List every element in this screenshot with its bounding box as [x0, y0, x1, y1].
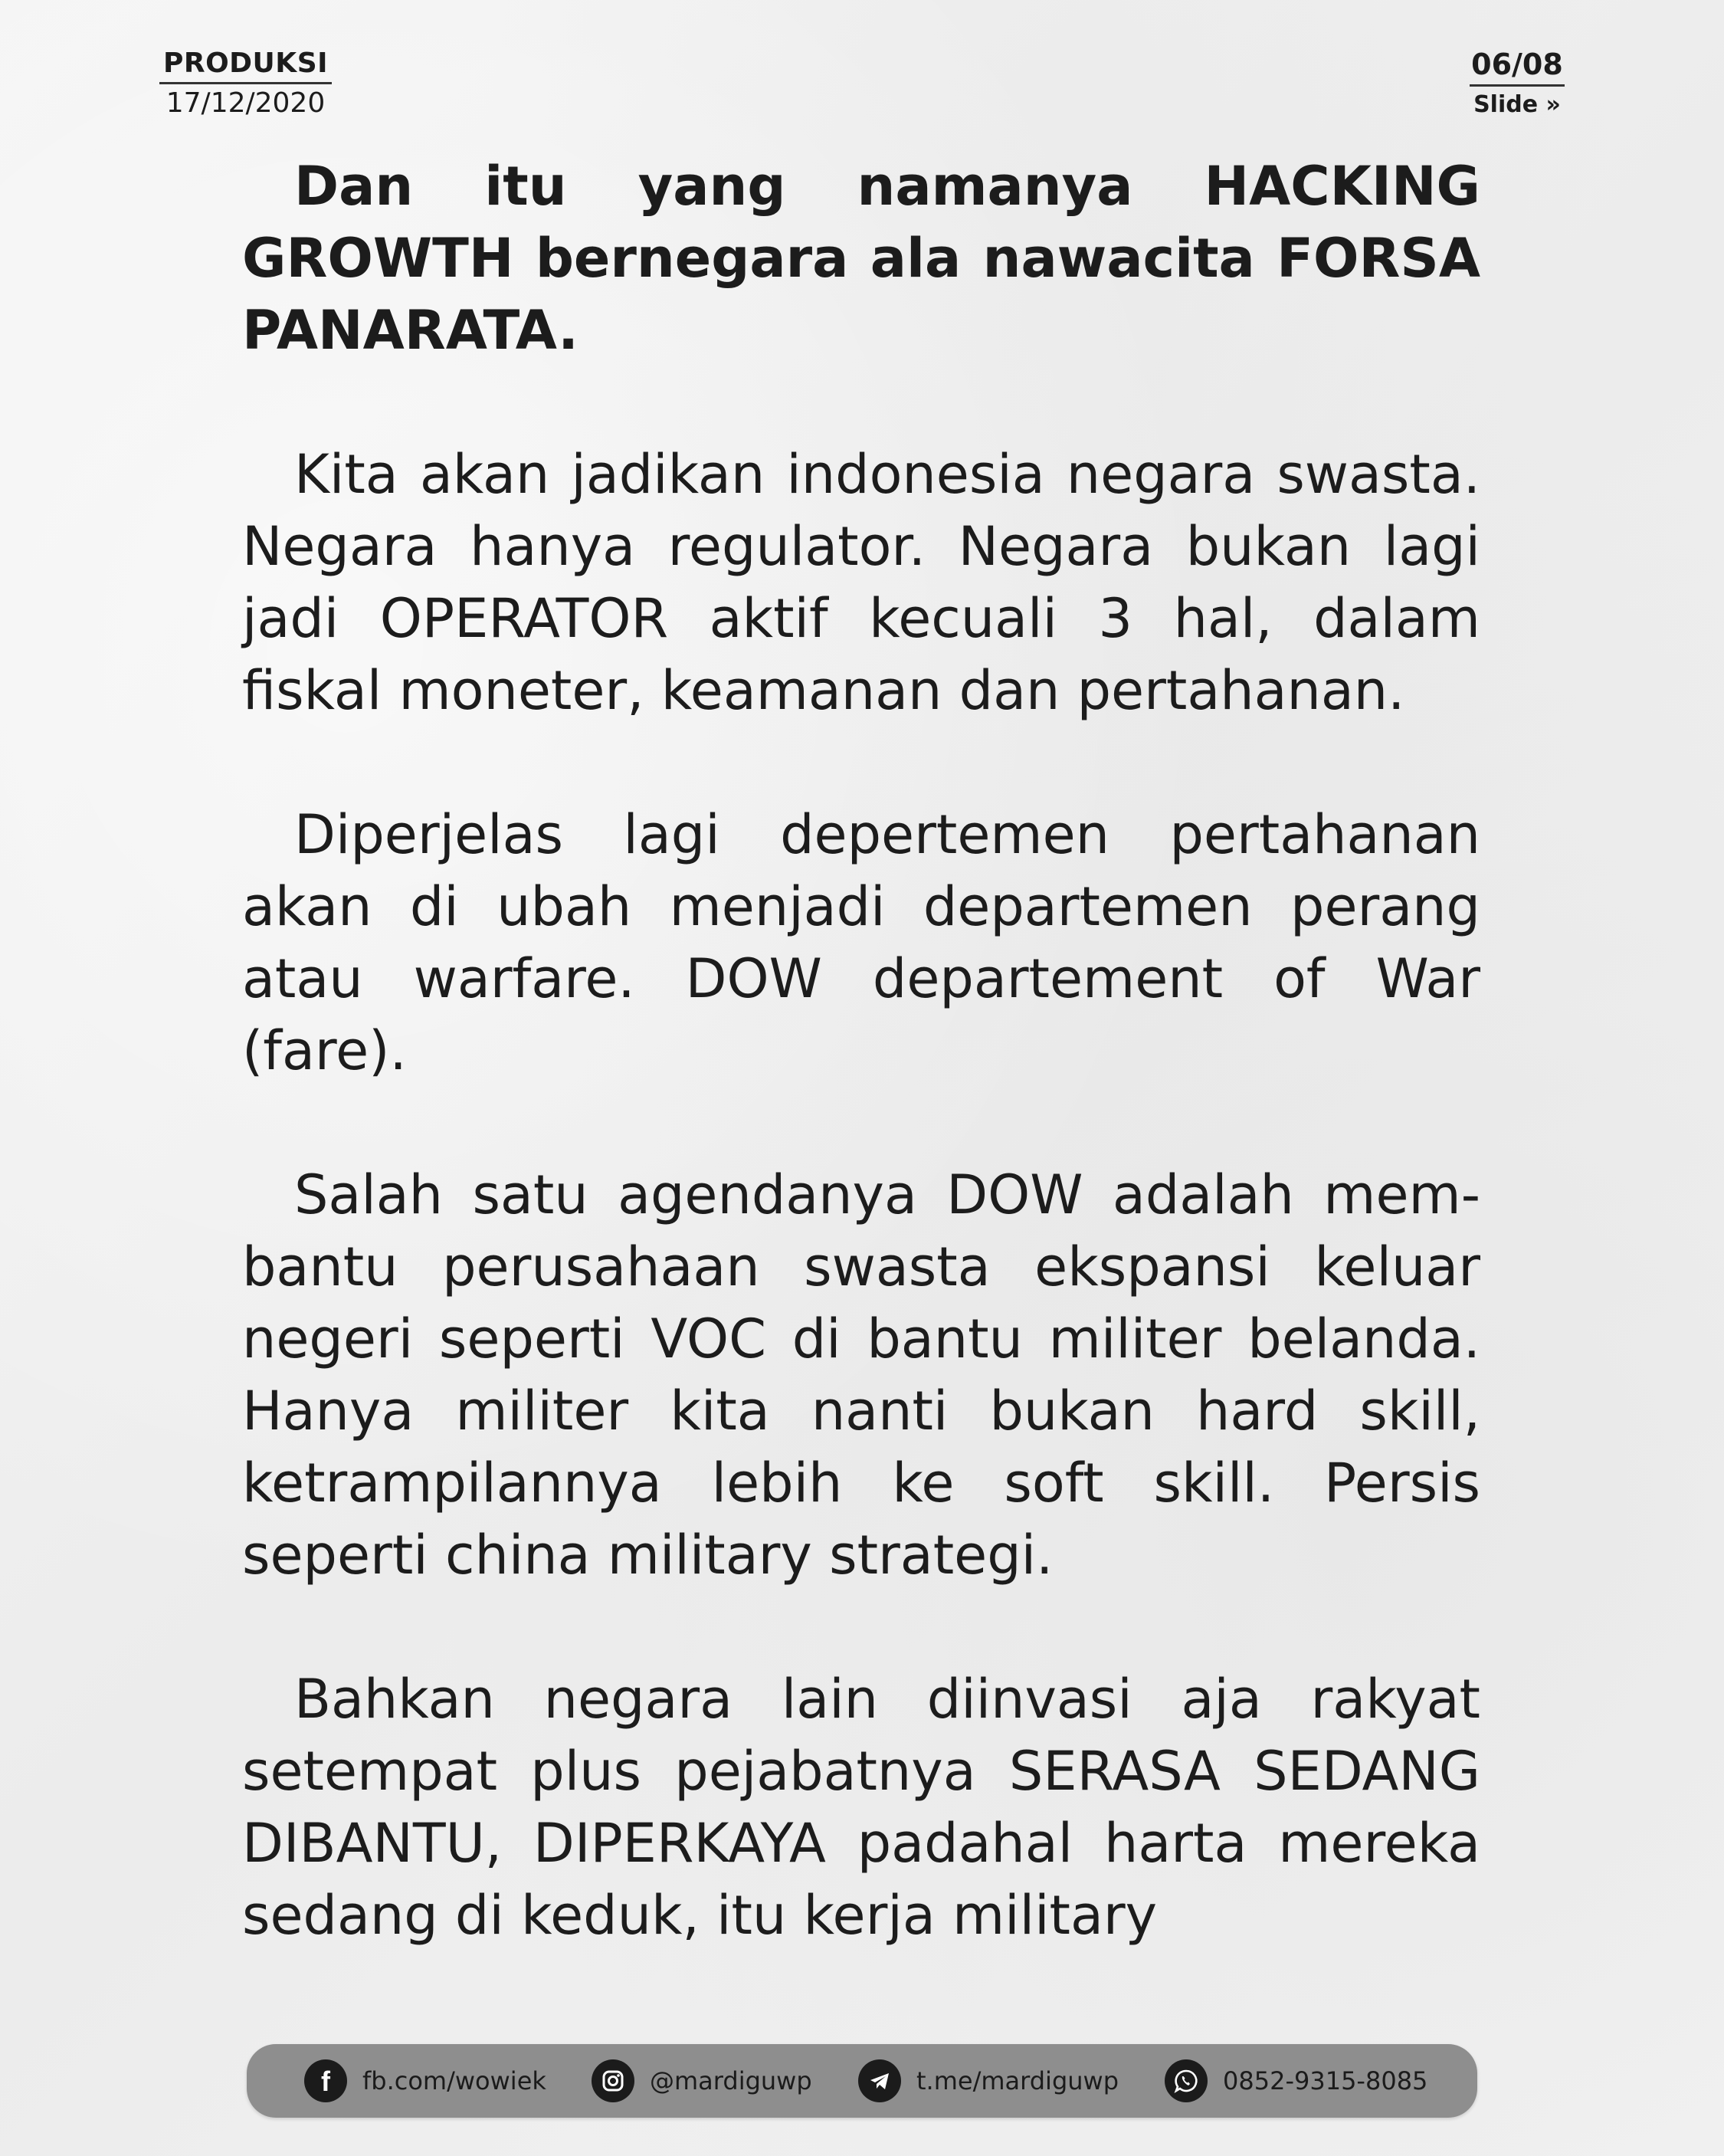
- production-date: 17/12/2020: [166, 87, 326, 119]
- facebook-icon: [304, 2059, 347, 2102]
- production-label: PRODUKSI: [159, 48, 332, 84]
- slide-indicator: [1470, 48, 1565, 118]
- slide-next[interactable]: [1470, 91, 1565, 118]
- slide-number: 06/08: [1470, 48, 1565, 87]
- whatsapp-contact[interactable]: [1165, 2044, 1427, 2118]
- telegram-contact[interactable]: [858, 2044, 1119, 2118]
- telegram-icon: [858, 2059, 901, 2102]
- whatsapp-icon: [1165, 2059, 1208, 2102]
- article-body: [242, 150, 1480, 2023]
- telegram-handle: t.me/mardiguwp: [916, 2066, 1119, 2095]
- paragraph: Kita akan jadikan indonesia negara swasta. Negara hanya regulator. Negara bukan lagi jadi OPERATOR aktif kecuali 3 hal, dalam fiskal moneter, keamanan dan pertahanan.: [242, 443, 1480, 722]
- paragraph: Bahkan negara lain diinvasi aja rakyat setempat plus pejabatnya SERASA SEDANG DIBANTU, DIPERKAYA padahal harta mereka sedang di keduk, itu kerja military: [242, 1668, 1480, 1947]
- slide-label: Slide: [1473, 91, 1539, 118]
- paragraph-headline: Dan itu yang namanya HACKING GROWTH bernegara ala nawacita FORSA PANARATA.: [242, 155, 1480, 362]
- double-chevron-right-icon: »: [1545, 91, 1561, 118]
- instagram-handle: @mardiguwp: [650, 2066, 812, 2095]
- contact-footer: [247, 2044, 1477, 2118]
- whatsapp-number: 0852-9315-8085: [1223, 2066, 1428, 2095]
- facebook-handle: fb.com/wowiek: [362, 2066, 546, 2095]
- instagram-icon: [592, 2059, 634, 2102]
- facebook-contact[interactable]: [304, 2044, 546, 2118]
- instagram-contact[interactable]: [592, 2044, 812, 2118]
- production-header: [159, 48, 332, 119]
- svg-text:f: f: [321, 2067, 330, 2095]
- paragraph: Salah satu agendanya DOW adalah mem-bantu perusahaan swasta ekspansi keluar negeri seperti VOC di bantu militer belanda. Hanya militer kita nanti bukan hard skill, ketrampilannya lebih ke soft skill. Persis seperti china military strategi.: [242, 1163, 1480, 1587]
- paragraph: Diperjelas lagi depertemen pertahanan akan di ubah menjadi departemen perang atau warfare. DOW departement of War (fare).: [242, 803, 1480, 1082]
